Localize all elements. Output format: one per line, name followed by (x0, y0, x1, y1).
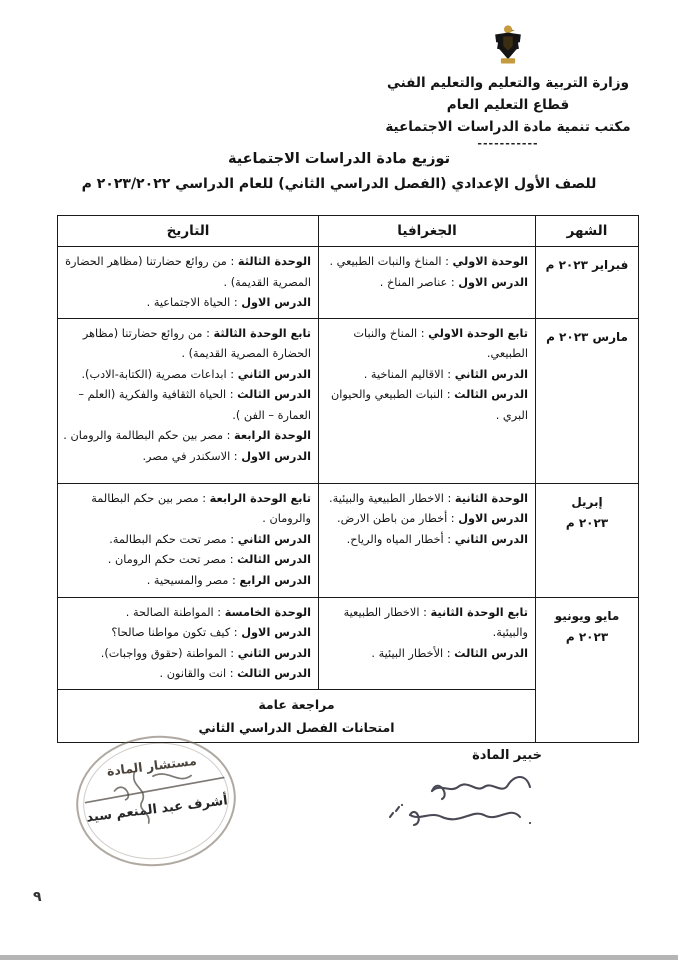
review-cell (58, 689, 536, 742)
advisor-stamp (69, 727, 244, 876)
geography-cell (319, 247, 536, 319)
lesson-label: الدرس الاول (458, 275, 528, 289)
curriculum-line: الوحدة الاولي : المناخ والنبات الطبيعي . (329, 255, 528, 268)
review-line: مراجعة عامة (258, 696, 335, 712)
month-cell (536, 247, 639, 319)
month-label: مارس ٢٠٢٣ م (546, 329, 628, 344)
curriculum-line: الدرس الاول : عناصر المناخ . (379, 275, 528, 289)
curriculum-line: تابع الوحدة الاولي : المناخ والنبات الطبيعي. (353, 326, 528, 361)
curriculum-line: الوحدة الرابعة : مصر بين حكم البطالمة والرومان . (63, 429, 311, 443)
stamp-signature-icon (69, 727, 244, 876)
curriculum-line: الدرس الاول : الحياة الاجتماعية . (146, 296, 311, 310)
curriculum-line: الوحدة الخامسة : المواطنة الصالحة . (125, 605, 311, 619)
sector-line: قطاع التعليم العام (446, 97, 570, 114)
curriculum-line: الدرس الثاني : الاقاليم المناخية . (363, 367, 528, 381)
curriculum-line: الدرس الثالث : النبات الطبيعي والحيوان البري . (330, 388, 528, 422)
history-cell (58, 318, 319, 483)
lesson-label: الوحدة الرابعة (234, 429, 311, 443)
lesson-label: الدرس الثاني (237, 532, 311, 546)
curriculum-line: تابع الوحدة الثالثة : من روائع حضارتنا (مظاهر الحضارة المصرية القديمة) . (82, 326, 311, 361)
history-cell (58, 483, 319, 597)
doc-title (0, 151, 678, 192)
month-label: إبريل (571, 494, 603, 509)
lesson-label: تابع الوحدة الثالثة (213, 326, 311, 340)
lesson-label: الدرس الثالث (237, 667, 311, 681)
curriculum-line: الدرس الثالث : الحياة الثقافية والفكرية (العلم – العمارة – الفن ). (78, 388, 311, 422)
geography-column-header: الجغرافيا (319, 216, 536, 247)
lesson-label: الوحدة الخامسة (224, 605, 311, 619)
curriculum-line: الدرس الثالث : مصر تحت حكم الرومان . (107, 553, 311, 567)
lesson-label: الدرس الرابع (239, 573, 311, 587)
curriculum-line: الدرس الثاني : ابداعات مصرية (الكتابة-الادب). (81, 367, 311, 381)
history-cell (58, 597, 319, 689)
lesson-label: الدرس الثاني (454, 532, 528, 546)
curriculum-line: الدرس الاول : الاسكندر في مصر. (142, 449, 311, 463)
title-line-1: توزيع مادة الدراسات الاجتماعية (227, 151, 451, 167)
stamp-name: أشرف عبد المنعم سيد (85, 793, 229, 826)
curriculum-line: الوحدة الثالثة : من روائع حضارتنا (مظاهر الحضارة المصرية القديمة) . (65, 255, 311, 289)
geography-cell (319, 597, 536, 689)
table-row (58, 318, 639, 483)
expert-signature-block (380, 748, 560, 843)
lesson-label: الدرس الاول (241, 449, 311, 463)
table-header-row (58, 216, 639, 247)
month-column-header: الشهر (536, 216, 639, 247)
scan-edge (0, 955, 678, 960)
table-row (58, 483, 639, 597)
geography-cell (319, 483, 536, 597)
lesson-label: الدرس الثاني (454, 367, 528, 381)
lesson-label: تابع الوحدة الاولي (428, 326, 528, 340)
curriculum-line: الوحدة الثانية : الاخطار الطبيعية والبيئية. (329, 491, 528, 505)
curriculum-line: الدرس الثالث : انت والقانون . (159, 667, 311, 681)
curriculum-line: تابع الوحدة الثانية : الاخطار الطبيعية والبيئية. (343, 605, 528, 640)
month-label: ٢٠٢٣ م (565, 630, 609, 645)
curriculum-table (57, 215, 639, 743)
expert-signature-icon (380, 765, 560, 843)
lesson-label: الدرس الاول (458, 512, 528, 526)
month-label: ٢٠٢٣ م (565, 516, 609, 531)
ministry-line: وزارة التربية والتعليم والتعليم الفني (387, 75, 629, 91)
lesson-label: الدرس الثالث (454, 388, 528, 402)
curriculum-line: الدرس الثاني : أخطار المياه والرياح. (346, 532, 528, 546)
geography-cell (319, 318, 536, 483)
lesson-label: الدرس الثاني (237, 367, 311, 381)
lesson-label: الدرس الاول (241, 626, 311, 640)
curriculum-line: الدرس الرابع : مصر والمسيحية . (146, 573, 311, 587)
curriculum-line: الدرس الثاني : مصر تحت حكم البطالمة. (109, 532, 311, 546)
history-column-header: التاريخ (58, 216, 319, 247)
lesson-label: الدرس الثاني (237, 646, 311, 660)
lesson-label: الدرس الاول (241, 296, 311, 310)
month-label: فبراير ٢٠٢٣ م (545, 258, 629, 272)
egypt-eagle-icon (489, 22, 527, 68)
lesson-label: الوحدة الثالثة (237, 255, 311, 268)
month-cell (536, 597, 639, 742)
lesson-label: الدرس الثالث (237, 388, 311, 402)
curriculum-line: الدرس الاول : كيف تكون مواطنا صالحا؟ (111, 626, 311, 640)
lesson-label: الوحدة الثانية (454, 491, 528, 505)
lesson-label: تابع الوحدة الرابعة (209, 491, 311, 505)
curriculum-line: الدرس الثالث : الأخطار البيئية . (371, 646, 528, 660)
curriculum-line: الدرس الثاني : المواطنة (حقوق وواجبات). (100, 646, 311, 660)
office-line: مكتب تنمية مادة الدراسات الاجتماعية (385, 119, 631, 136)
gov-header (368, 22, 648, 150)
table-row (58, 247, 639, 319)
expert-label: خبير المادة (472, 748, 542, 763)
history-cell (58, 247, 319, 319)
curriculum-line: الدرس الاول : أخطار من باطن الارض. (337, 512, 528, 526)
month-cell (536, 318, 639, 483)
title-line-2: للصف الأول الإعدادي (الفصل الدراسي الثاني) للعام الدراسي ٢٠٢٣/٢٠٢٢ م (81, 176, 597, 192)
page-number: ٩ (33, 889, 42, 905)
lesson-label: تابع الوحدة الثانية (430, 605, 528, 619)
month-label: مايو ويونيو (554, 608, 620, 623)
review-line: امتحانات الفصل الدراسي الثاني (198, 719, 395, 735)
table-row (58, 597, 639, 689)
lesson-label: الوحدة الاولي (452, 255, 528, 268)
month-cell (536, 483, 639, 597)
stamp-title: مستشار المادة (105, 752, 198, 779)
curriculum-line: تابع الوحدة الرابعة : مصر بين حكم البطالمة والرومان . (91, 491, 311, 526)
lesson-label: الدرس الثالث (237, 553, 311, 567)
lesson-label: الدرس الثالث (454, 646, 528, 660)
header-separator: ----------- (477, 136, 539, 150)
